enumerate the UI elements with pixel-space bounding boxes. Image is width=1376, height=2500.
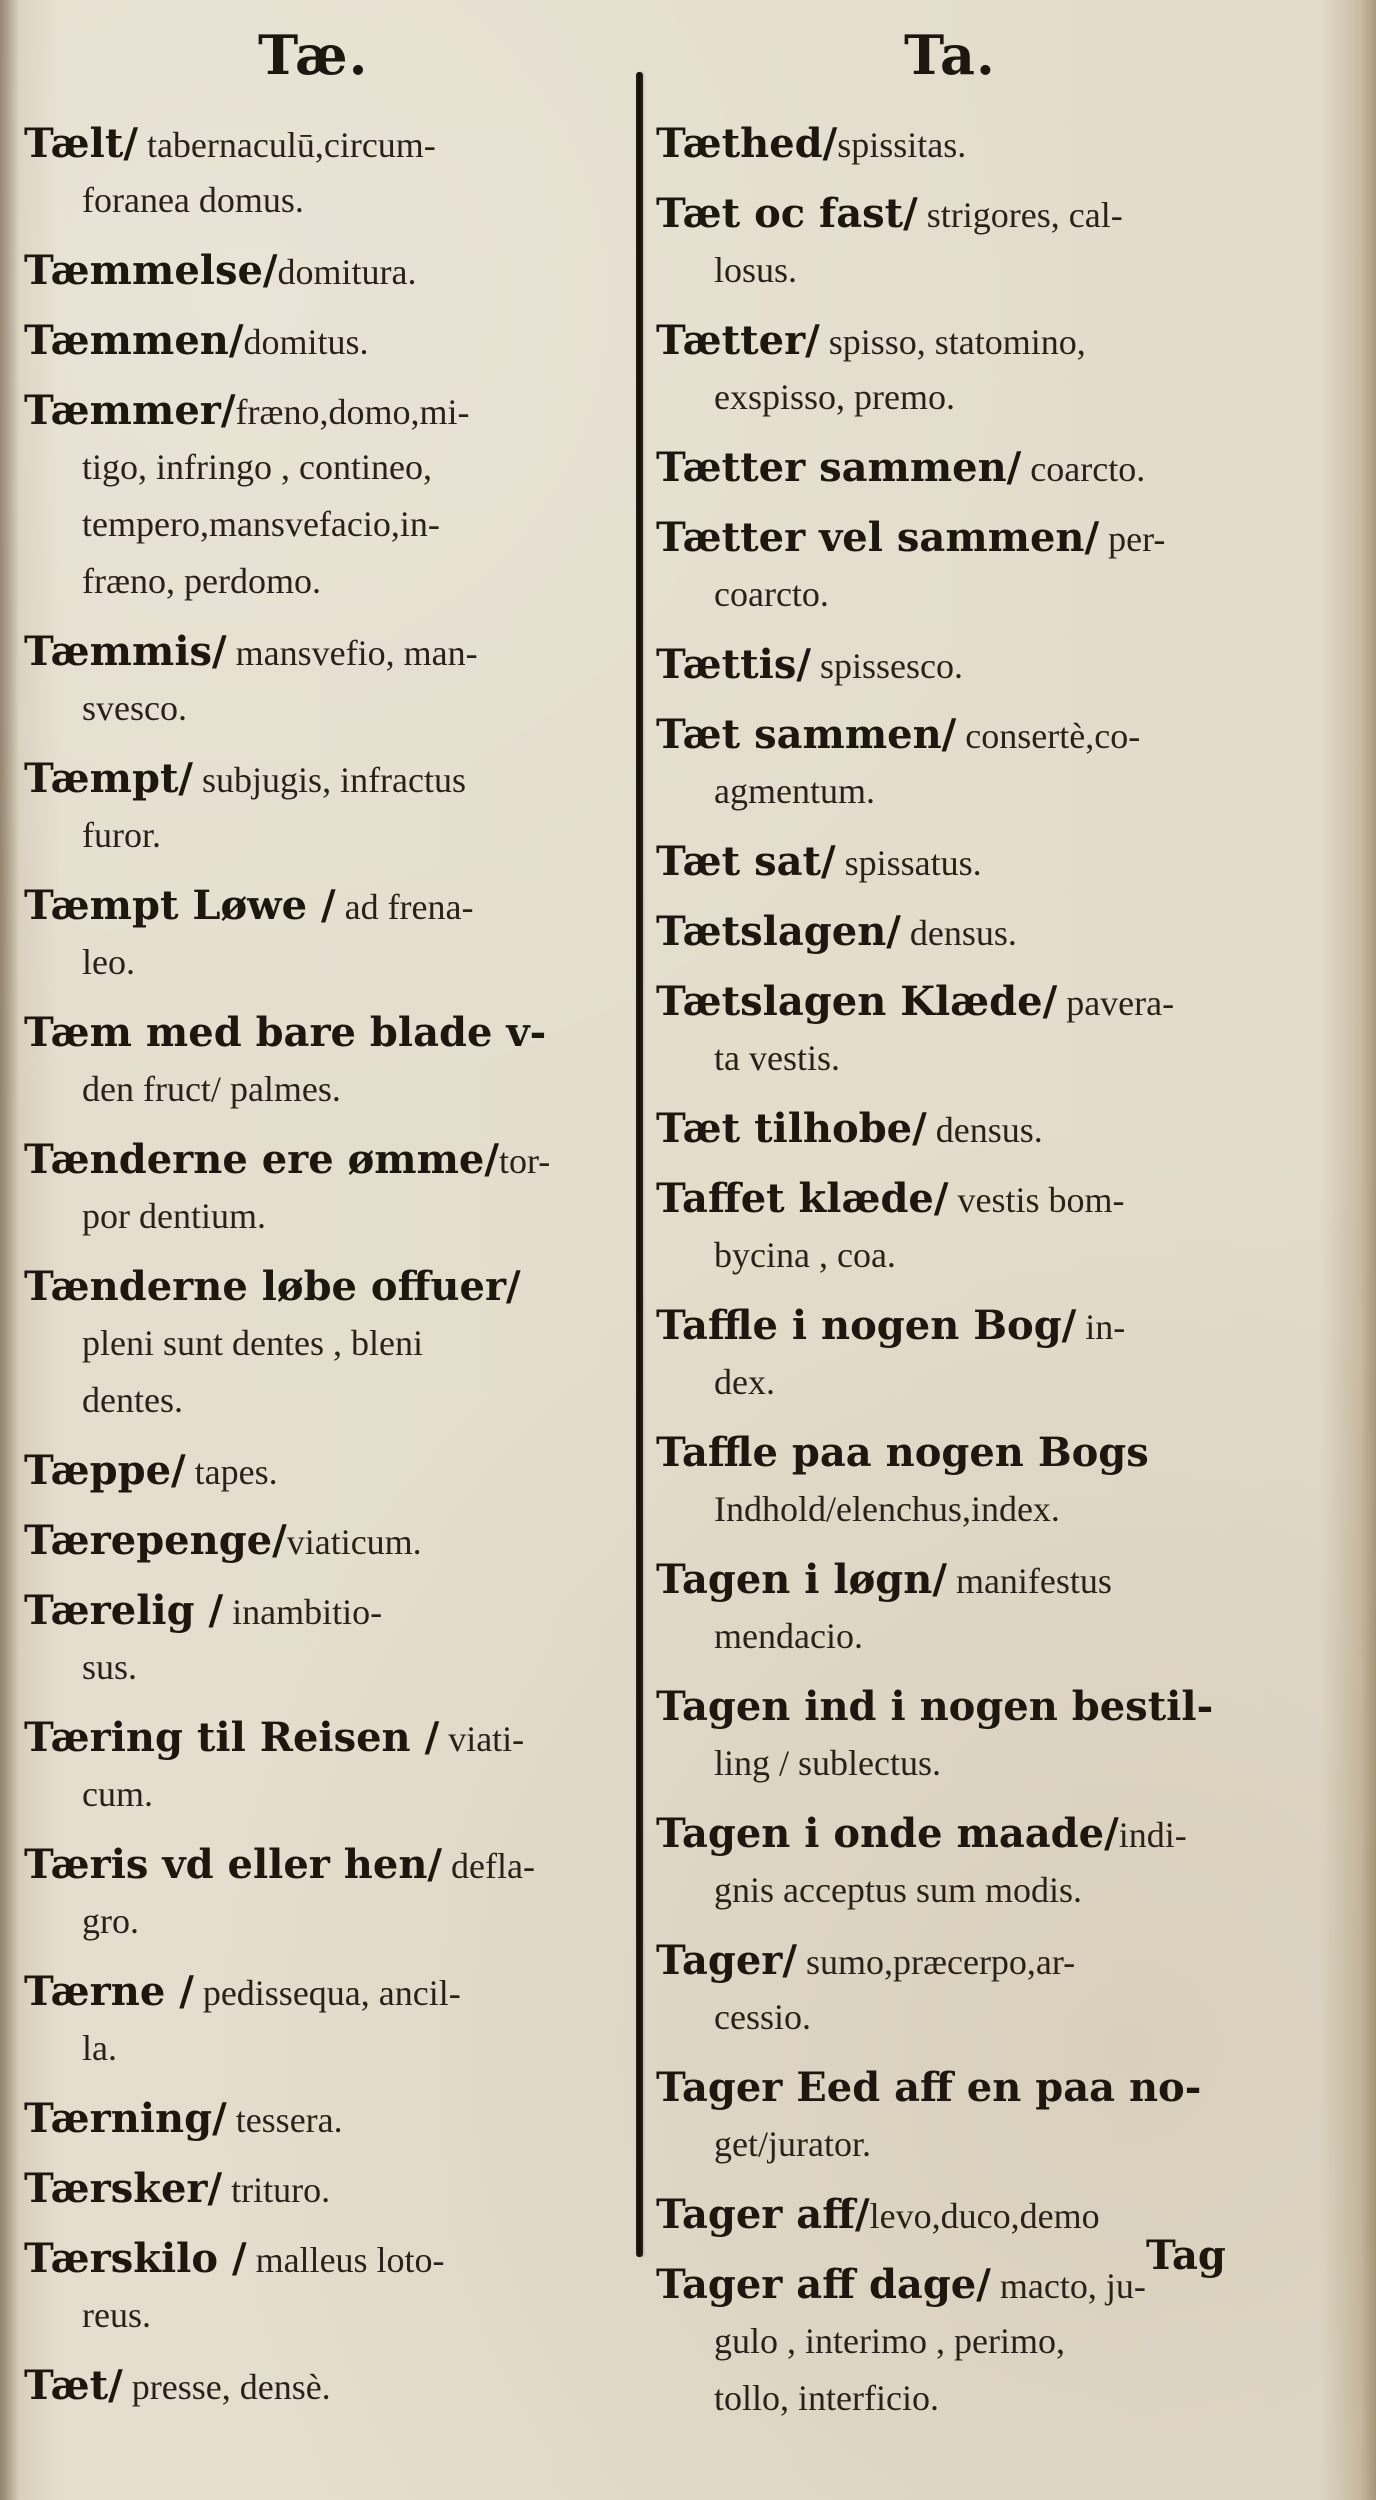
- dictionary-entry: [656, 973, 1276, 1087]
- entry-first-line: [24, 1836, 636, 1893]
- entry-term: Tæt/: [24, 2362, 123, 2409]
- catchword: Tag: [1146, 2232, 1226, 2279]
- entry-term: Tagen ind i nogen bestil-: [656, 1683, 1214, 1730]
- dictionary-entry: [24, 2357, 636, 2414]
- entry-term: Tager/: [656, 1937, 797, 1984]
- dictionary-entry: [656, 1100, 1276, 1157]
- entry-continuation-line: dentes.: [82, 1380, 183, 1420]
- entry-term: Tæt oc fast/: [656, 190, 918, 237]
- entry-definition: spissesco.: [810, 646, 963, 686]
- dictionary-entry: [24, 1131, 636, 1245]
- entry-first-line: [656, 833, 1276, 890]
- entry-term: Tæmmer/: [24, 387, 236, 434]
- dictionary-entry: [24, 1512, 636, 1569]
- entry-continuation-line: svesco.: [82, 688, 187, 728]
- entry-first-line: [656, 1805, 1276, 1862]
- entry-definition: indi-: [1118, 1815, 1187, 1855]
- entry-definition: presse, densè.: [122, 2367, 331, 2407]
- entry-term: Taffle i nogen Bog/: [656, 1302, 1077, 1349]
- entry-term: Tættis/: [656, 641, 811, 688]
- entry-first-line: [656, 1932, 1276, 1989]
- entry-first-line: [656, 1297, 1276, 1354]
- entry-continuation-line: losus.: [714, 250, 798, 290]
- left-column-header: Tæ.: [258, 23, 369, 87]
- dictionary-entry: [24, 623, 636, 737]
- entry-first-line: [24, 1258, 636, 1315]
- entry-term: Tælt/: [24, 120, 138, 167]
- entry-continuation-line: exspisso, premo.: [714, 377, 955, 417]
- left-column: [24, 115, 636, 2427]
- entry-definition: strigores, cal-: [917, 195, 1123, 235]
- entry-continuation-line: bycina , coa.: [714, 1235, 896, 1275]
- entry-first-line: [656, 2059, 1276, 2116]
- dictionary-entry: [656, 1424, 1276, 1538]
- entry-definition: tessera.: [226, 2100, 343, 2140]
- entry-first-line: [656, 903, 1276, 960]
- entry-first-line: [24, 115, 636, 172]
- entry-definition: ad frena-: [335, 887, 474, 927]
- dictionary-entry: [656, 312, 1276, 426]
- entry-continuation-line: coarcto.: [714, 574, 829, 614]
- entry-continuation-line: furor.: [82, 815, 161, 855]
- dictionary-entry: [656, 833, 1276, 890]
- entry-definition: densus.: [926, 1110, 1043, 1150]
- entry-first-line: [656, 636, 1276, 693]
- entry-term: Tæthed/: [656, 120, 838, 167]
- entry-term: Tæt sat/: [656, 838, 836, 885]
- entry-continuation-line: por dentium.: [82, 1196, 266, 1236]
- entry-first-line: [24, 382, 636, 439]
- dictionary-entry: [24, 1442, 636, 1499]
- entry-definition: fræno,domo,mi-: [235, 392, 470, 432]
- dictionary-entry: [24, 1258, 636, 1429]
- entry-continuation-line: agmentum.: [714, 771, 875, 811]
- entry-first-line: [24, 1004, 636, 1061]
- entry-first-line: [656, 1170, 1276, 1227]
- dictionary-entry: [656, 706, 1276, 820]
- entry-term: Tætslagen/: [656, 908, 901, 955]
- entry-definition: tapes.: [185, 1452, 278, 1492]
- entry-continuation-line: Indhold/elenchus,index.: [714, 1489, 1060, 1529]
- entry-continuation-line: tollo, interficio.: [714, 2378, 939, 2418]
- dictionary-entry: [24, 1582, 636, 1696]
- page-spine-shadow: [0, 0, 20, 2500]
- entry-first-line: [656, 1424, 1276, 1481]
- dictionary-entry: [656, 115, 1276, 172]
- entry-term: Tæmmis/: [24, 628, 227, 675]
- entry-term: Tagen i onde maade/: [656, 1810, 1119, 1857]
- dictionary-entry: [24, 382, 636, 610]
- entry-term: Tætter vel sammen/: [656, 514, 1100, 561]
- entry-continuation-line: ling / sublectus.: [714, 1743, 941, 1783]
- dictionary-entry: [24, 1004, 636, 1118]
- entry-first-line: [656, 1678, 1276, 1735]
- entry-continuation-line: reus.: [82, 2295, 151, 2335]
- entry-first-line: [24, 623, 636, 680]
- dictionary-entry: [24, 312, 636, 369]
- entry-first-line: [656, 185, 1276, 242]
- entry-term: Tæmmen/: [24, 317, 244, 364]
- entry-continuation-line: dex.: [714, 1362, 775, 1402]
- entry-term: Tænderne ere ømme/: [24, 1136, 499, 1183]
- dictionary-entry: [24, 115, 636, 229]
- entry-term: Tager aff dage/: [656, 2261, 991, 2308]
- entry-definition: in-: [1076, 1307, 1126, 1347]
- right-column: [656, 115, 1276, 2440]
- entry-term: Tærne /: [24, 1968, 194, 2015]
- entry-term: Tætter/: [656, 317, 820, 364]
- entry-continuation-line: mendacio.: [714, 1616, 863, 1656]
- entry-term: Tætter sammen/: [656, 444, 1022, 491]
- entry-definition: spissitas.: [837, 125, 967, 165]
- entry-term: Tæring til Reisen /: [24, 1714, 440, 1761]
- entry-continuation-line: leo.: [82, 942, 135, 982]
- dictionary-entry: [656, 1805, 1276, 1919]
- entry-term: Taffet klæde/: [656, 1175, 949, 1222]
- entry-term: Tænderne løbe offuer/: [24, 1263, 521, 1310]
- entry-term: Tærning/: [24, 2095, 227, 2142]
- dictionary-entry: [656, 2059, 1276, 2173]
- dictionary-entry: [24, 242, 636, 299]
- entry-term: Tæris vd eller hen/: [24, 1841, 443, 1888]
- dictionary-entry: [656, 1551, 1276, 1665]
- entry-first-line: [656, 509, 1276, 566]
- dictionary-entry: [24, 750, 636, 864]
- dictionary-entry: [656, 1297, 1276, 1411]
- entry-definition: trituro.: [222, 2170, 331, 2210]
- entry-definition: tor-: [498, 1141, 551, 1181]
- entry-definition: spisso, statomino,: [819, 322, 1086, 362]
- entry-continuation-line: tigo, infringo , contineo,: [82, 447, 432, 487]
- dictionary-entry: [656, 439, 1276, 496]
- entry-definition: manifestus: [946, 1561, 1112, 1601]
- entry-continuation-line: la.: [82, 2028, 117, 2068]
- entry-continuation-line: pleni sunt dentes , bleni: [82, 1323, 423, 1363]
- entry-continuation-line: den fruct/ palmes.: [82, 1069, 341, 1109]
- entry-first-line: [24, 2230, 636, 2287]
- entry-definition: malleus loto-: [246, 2240, 445, 2280]
- entry-definition: tabernaculū,circum-: [137, 125, 436, 165]
- entry-term: Tærelig /: [24, 1587, 224, 1634]
- entry-first-line: [656, 1100, 1276, 1157]
- entry-first-line: [656, 973, 1276, 1030]
- column-divider: [636, 72, 643, 2257]
- dictionary-entry: [656, 1678, 1276, 1792]
- entry-definition: per-: [1099, 519, 1166, 559]
- entry-first-line: [24, 1442, 636, 1499]
- dictionary-entry: [656, 1932, 1276, 2046]
- entry-definition: subjugis, infractus: [193, 760, 467, 800]
- entry-continuation-line: cessio.: [714, 1997, 811, 2037]
- entry-continuation-line: ta vestis.: [714, 1038, 840, 1078]
- entry-term: Tærskilo /: [24, 2235, 247, 2282]
- entry-continuation-line: cum.: [82, 1774, 153, 1814]
- entry-definition: defla-: [442, 1846, 535, 1886]
- entry-definition: pedissequa, ancil-: [193, 1973, 461, 2013]
- dictionary-entry: [656, 185, 1276, 299]
- dictionary-entry: [656, 509, 1276, 623]
- entry-term: Tæmpt Løwe /: [24, 882, 336, 929]
- entry-definition: sumo,præcerpo,ar-: [796, 1942, 1076, 1982]
- dictionary-entry: [656, 2256, 1276, 2427]
- dictionary-entry: [656, 903, 1276, 960]
- entry-definition: levo,duco,demo: [869, 2196, 1100, 2236]
- entry-first-line: [24, 1512, 636, 1569]
- entry-continuation-line: fræno, perdomo.: [82, 561, 321, 601]
- entry-term: Tæmpt/: [24, 755, 194, 802]
- entry-term: Tæppe/: [24, 1447, 186, 1494]
- entry-definition: domitus.: [243, 322, 369, 362]
- entry-continuation-line: gro.: [82, 1901, 139, 1941]
- entry-first-line: [24, 1582, 636, 1639]
- entry-definition: pavera-: [1057, 983, 1175, 1023]
- entry-term: Tærsker/: [24, 2165, 223, 2212]
- entry-first-line: [24, 2160, 636, 2217]
- entry-continuation-line: gulo , interimo , perimo,: [714, 2321, 1065, 2361]
- entry-continuation-line: tempero,mansvefacio,in-: [82, 504, 440, 544]
- entry-first-line: [24, 1131, 636, 1188]
- dictionary-entry: [24, 2090, 636, 2147]
- entry-term: Tæt tilhobe/: [656, 1105, 927, 1152]
- dictionary-entry: [24, 2230, 636, 2344]
- entry-term: Tager Eed aff en paa no-: [656, 2064, 1202, 2111]
- dictionary-entry: [656, 1170, 1276, 1284]
- entry-term: Tagen i løgn/: [656, 1556, 947, 1603]
- entry-definition: vestis bom-: [948, 1180, 1125, 1220]
- entry-first-line: [24, 750, 636, 807]
- entry-first-line: [24, 1963, 636, 2020]
- entry-definition: inambitio-: [223, 1592, 383, 1632]
- entry-term: Tæt sammen/: [656, 711, 957, 758]
- entry-first-line: [24, 877, 636, 934]
- entry-term: Tæm med bare blade v-: [24, 1009, 547, 1056]
- entry-definition: mansvefio, man-: [226, 633, 478, 673]
- entry-first-line: [656, 1551, 1276, 1608]
- entry-first-line: [656, 312, 1276, 369]
- entry-definition: domitura.: [277, 252, 417, 292]
- entry-first-line: [656, 115, 1276, 172]
- entry-definition: densus.: [900, 913, 1017, 953]
- entry-first-line: [24, 1709, 636, 1766]
- entry-term: Tætslagen Klæde/: [656, 978, 1058, 1025]
- entry-first-line: [24, 312, 636, 369]
- entry-definition: coarcto.: [1021, 449, 1146, 489]
- entry-definition: viaticum.: [286, 1522, 422, 1562]
- entry-continuation-line: get/jurator.: [714, 2124, 871, 2164]
- entry-continuation-line: gnis acceptus sum modis.: [714, 1870, 1082, 1910]
- dictionary-entry: [656, 636, 1276, 693]
- dictionary-entry: [24, 1963, 636, 2077]
- entry-definition: viati-: [439, 1719, 525, 1759]
- entry-definition: spissatus.: [835, 843, 982, 883]
- entry-first-line: [24, 2090, 636, 2147]
- entry-term: Taffle paa nogen Bogs: [656, 1429, 1149, 1476]
- entry-first-line: [656, 706, 1276, 763]
- entry-term: Tæmmelse/: [24, 247, 278, 294]
- entry-definition: consertè,co-: [956, 716, 1141, 756]
- entry-first-line: [24, 242, 636, 299]
- entry-continuation-line: foranea domus.: [82, 180, 304, 220]
- entry-definition: macto, ju-: [990, 2266, 1146, 2306]
- dictionary-entry: [24, 2160, 636, 2217]
- entry-first-line: [24, 2357, 636, 2414]
- dictionary-entry: [24, 877, 636, 991]
- right-column-header: Ta.: [904, 23, 996, 87]
- dictionary-entry: [24, 1836, 636, 1950]
- dictionary-entry: [24, 1709, 636, 1823]
- entry-first-line: [656, 439, 1276, 496]
- entry-term: Tærepenge/: [24, 1517, 287, 1564]
- entry-continuation-line: sus.: [82, 1647, 138, 1687]
- entry-term: Tager aff/: [656, 2191, 870, 2238]
